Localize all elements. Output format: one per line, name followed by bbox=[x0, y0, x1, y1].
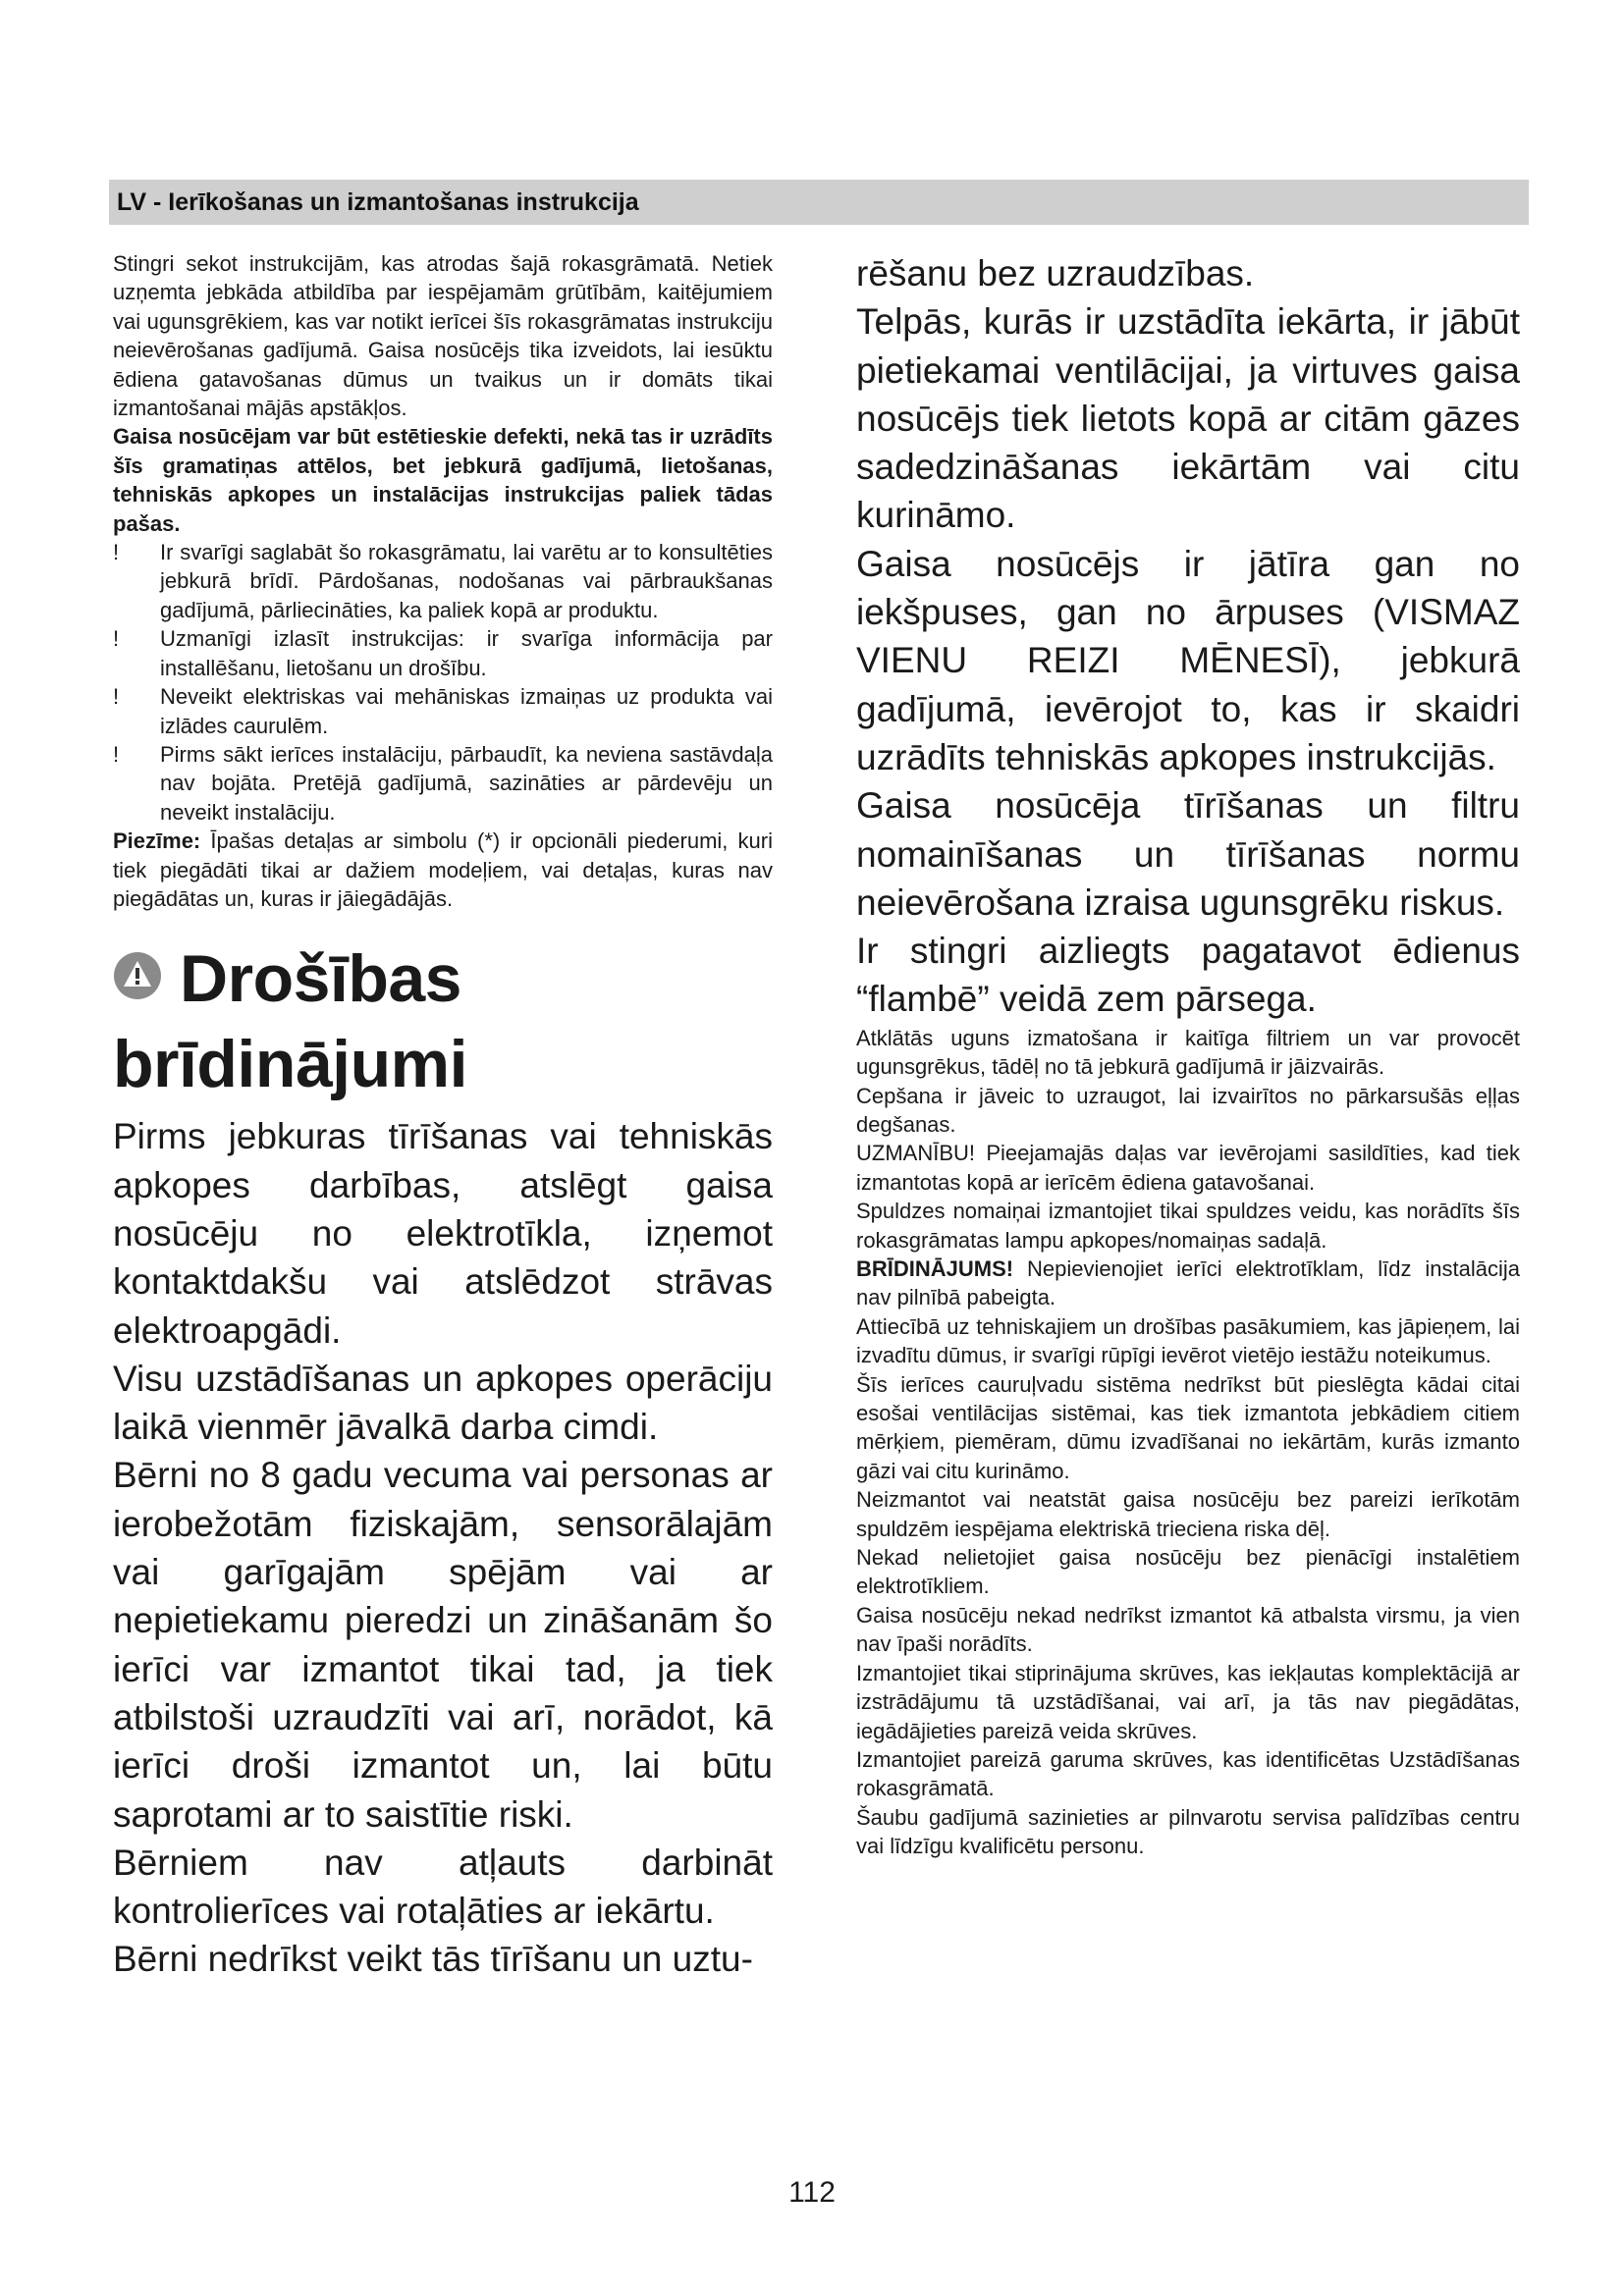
right-column bbox=[856, 249, 1520, 1861]
safety-note: Neizmantot vai neatstāt gaisa nosūcēju bez pareizi ierīkotām spuldzēm iespējama elektriskā trieciena riska dēļ. bbox=[856, 1487, 1520, 1541]
warning-paragraph bbox=[856, 1255, 1520, 1312]
warning-label: BRĪDINĀJUMS! bbox=[856, 1256, 1014, 1281]
safety-paragraph: Visu uzstādīšanas un apkopes operāciju laikā vienmēr jāvalkā darba cimdi. bbox=[113, 1358, 773, 1448]
bullet-text: Ir svarīgi saglabāt šo rokasgrāmatu, lai varētu ar to konsultēties jebkurā brīdī. Pārdošanas, nodošanas vai pārbraukšanas gadījumā, pārliecināties, ka paliek kopā ar produktu. bbox=[160, 540, 773, 622]
bullet-item bbox=[113, 538, 773, 624]
safety-note: Atklātās uguns izmatošana ir kaitīga filtriem un var provocēt ugunsgrēkus, tādēļ no tā jebkurā gadījumā ir jāizvairās. bbox=[856, 1025, 1520, 1080]
safety-paragraph: Ir stingri aizliegts pagatavot ēdienus “flambē” veidā zem pārsega. bbox=[856, 931, 1520, 1020]
section-header-bar bbox=[109, 180, 1529, 225]
safety-paragraph: Bērni no 8 gadu vecuma vai personas ar ierobežotām fiziskajām, sensorālajām vai garīgajām spējām vai ar nepietiekamu pieredzi un zināšanām šo ierīci var izmantot tikai tad, ja tiek atbilstoši uzraudzīti vai arī, norādot, kā ierīci droši izmantot un, lai būtu saprotami ar to saistītie riski. bbox=[113, 1455, 773, 1835]
bullet-item bbox=[113, 624, 773, 682]
safety-note: Spuldzes nomaiņai izmantojiet tikai spuldzes veidu, kas norādīts šīs rokasgrāmatas lampu apkopes/nomaiņas sadaļā. bbox=[856, 1199, 1520, 1253]
bullet-text: Uzmanīgi izlasīt instrukcijas: ir svarīga informācija par installēšanu, lietošanu un drošību. bbox=[160, 626, 773, 680]
safety-note: Šaubu gadījumā sazinieties ar pilnvarotu servisa palīdzības centru vai līdzīgu kvalificētu personu. bbox=[856, 1804, 1520, 1859]
safety-note: Nekad nelietojiet gaisa nosūcēju bez pienācīgi instalētiem elektrotīkliem. bbox=[856, 1545, 1520, 1599]
intro-bold-paragraph: Gaisa nosūcējam var būt estētieskie defekti, nekā tas ir uzrādīts šīs gramatiņas attēlos, bet jebkurā gadījumā, lietošanas, tehniskās apkopes un instalācijas instrukcijas paliek tādas pašas. bbox=[113, 424, 773, 536]
warning-text: Nepievienojiet ierīci elektrotīklam, līdz instalācija nav pilnībā pabeigta. bbox=[856, 1256, 1520, 1310]
safety-paragraph: Gaisa nosūcēja tīrīšanas un filtru nomainīšanas un tīrīšanas normu neievērošana izraisa ugunsgrēku riskus. bbox=[856, 785, 1520, 923]
left-column bbox=[113, 249, 773, 1984]
bullet-mark: ! bbox=[113, 741, 120, 767]
safety-note: Izmantojiet pareizā garuma skrūves, kas identificētas Uzstādīšanas rokasgrāmatā. bbox=[856, 1746, 1520, 1801]
section-header-title: LV - Ierīkošanas un izmantošanas instrukcija bbox=[117, 188, 639, 216]
note-label: Piezīme: bbox=[113, 828, 201, 854]
note-text: Īpašas detaļas ar simbolu (*) ir opcionāli piederumi, kuri tiek piegādāti tikai ar dažiem modeļiem, vai detaļas, kuras nav piegādātas un, kuras ir jāiegādājās. bbox=[113, 828, 773, 911]
safety-note: Šīs ierīces cauruļvadu sistēma nedrīkst būt pieslēgta kādai citai esošai ventilācijas sistēmai, kas tiek izmantota jebkādiem citiem mērķiem, piemēram, dūmu izvadīšanai no iekārtām, kurās izmanto gāzi vai citu kurināmo. bbox=[856, 1371, 1520, 1483]
bullet-mark: ! bbox=[113, 626, 120, 652]
safety-heading bbox=[113, 938, 773, 1104]
safety-note: Attiecībā uz tehniskajiem un drošības pasākumiem, kas jāpieņem, lai izvadītu dūmus, ir svarīgi rūpīgi ievērot vietējo iestāžu noteikumus. bbox=[856, 1313, 1520, 1368]
bullet-text: Neveikt elektriskas vai mehāniskas izmaiņas uz produkta vai izlādes caurulēm. bbox=[160, 684, 773, 738]
safety-note: UZMANĪBU! Pieejamajās daļas var ievērojami sasildīties, kad tiek izmantotas kopā ar ierīcēm ēdiena gatavošanai. bbox=[856, 1141, 1520, 1195]
safety-paragraph: rēšanu bez uzraudzības. bbox=[856, 253, 1255, 294]
safety-paragraph: Telpās, kurās ir uzstādīta iekārta, ir jābūt pietiekamai ventilācijai, ja virtuves gaisa nosūcējs tiek lietots kopā ar citām gāzes sadedzināšanas iekārtām vai citu kurināmo. bbox=[856, 301, 1520, 536]
note-paragraph bbox=[113, 827, 773, 913]
intro-paragraph: Stingri sekot instrukcijām, kas atrodas šajā rokasgrāmatā. Netiek uzņemta jebkāda atbildība par iespējamām grūtībām, kaitējumiem vai ugunsgrēkiem, kas var notikt ierīcei šīs rokasgrāmatas instrukciju neievērošanas gadījumā. Gaisa nosūcējs tika izveidots, lai iesūktu ēdiena gatavošanas dūmus un tvaikus un ir domāts tikai izmantošanai mājās apstākļos. bbox=[113, 251, 773, 421]
safety-note: Gaisa nosūcēju nekad nedrīkst izmantot kā atbalsta virsmu, ja vien nav īpaši norādīts. bbox=[856, 1602, 1520, 1657]
bullet-mark: ! bbox=[113, 540, 120, 565]
safety-note: Cepšana ir jāveic to uzraugot, lai izvairītos no pārkarsušās eļļas degšanas. bbox=[856, 1083, 1520, 1137]
safety-paragraph: Pirms jebkuras tīrīšanas vai tehniskās apkopes darbības, atslēgt gaisa nosūcēju no elektrotīkla, izņemot kontaktdakšu vai atslēdzot strāvas elektroapgādi. bbox=[113, 1116, 773, 1351]
bullet-item bbox=[113, 682, 773, 740]
safety-note: Izmantojiet tikai stiprinājuma skrūves, kas iekļautas komplektācijā ar izstrādājumu tā uzstādīšanai, vai arī, ja tās nav piegādātas, iegādājieties pareizā veida skrūves. bbox=[856, 1660, 1520, 1743]
safety-paragraph: Bērni nedrīkst veikt tās tīrīšanu un uztu- bbox=[113, 1939, 753, 1980]
page-number: 112 bbox=[788, 2176, 836, 2209]
bullet-text: Pirms sākt ierīces instalāciju, pārbaudīt, ka neviena sastāvdaļa nav bojāta. Pretējā gadījumā, sazināties ar pārdevēju un neveikt instalāciju. bbox=[160, 741, 773, 825]
bullet-mark: ! bbox=[113, 684, 120, 710]
safety-paragraph: Gaisa nosūcējs ir jātīra gan no iekšpuses, gan no ārpuses (VISMAZ VIENU REIZI MĒNESĪ), jebkurā gadījumā, ievērojot to, kas ir skaidri uzrādīts tehniskās apkopes instrukcijās. bbox=[856, 543, 1520, 777]
safety-paragraph: Bērniem nav atļauts darbināt kontrolierīces vai rotaļāties ar iekārtu. bbox=[113, 1842, 773, 1932]
warning-icon bbox=[113, 937, 162, 1018]
safety-title: Drošības brīdinājumi bbox=[113, 941, 467, 1102]
bullet-item bbox=[113, 740, 773, 827]
